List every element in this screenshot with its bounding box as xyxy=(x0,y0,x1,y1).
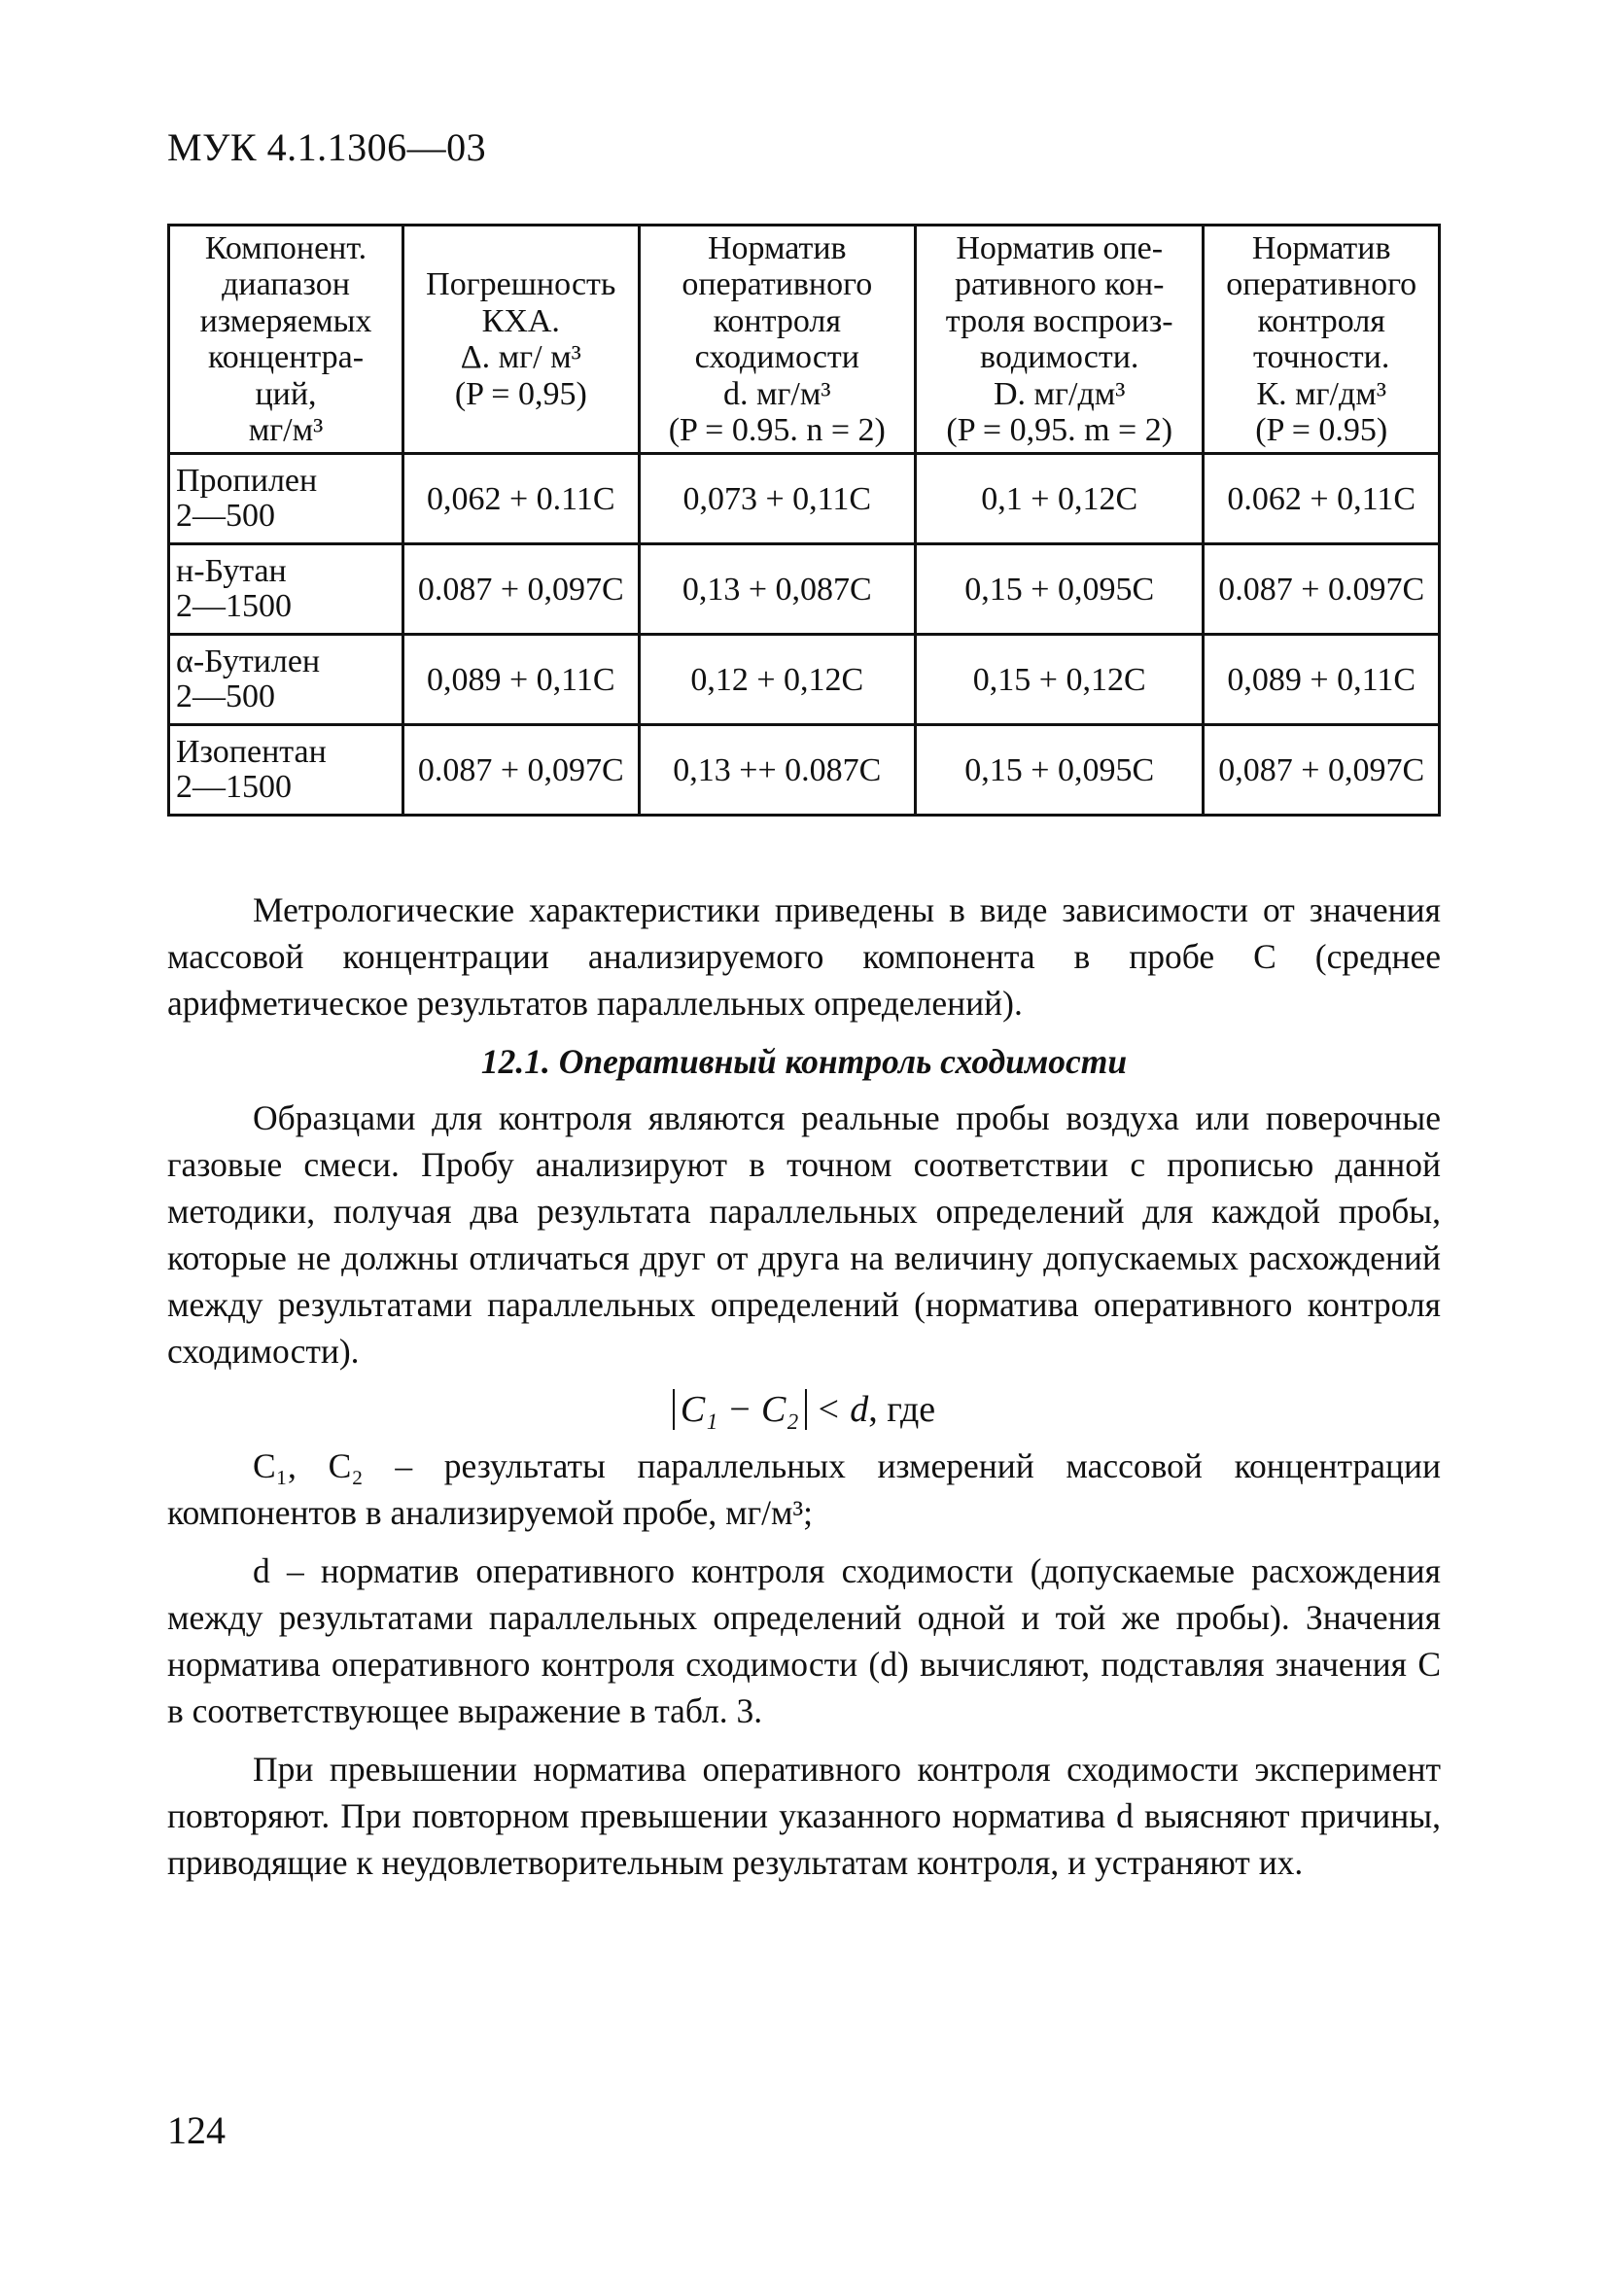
header-convergence: Норматив оперативного контроля сходимости d. мг/м³ (P = 0.95. n = 2) xyxy=(639,226,915,454)
header-accuracy: Норматив оперативного контроля точности. К. мг/дм³ (P = 0.95) xyxy=(1204,226,1440,454)
table-row xyxy=(169,725,1440,816)
cell-D: 0,1 + 0,12С xyxy=(916,454,1204,544)
cell-D: 0,15 + 0,12С xyxy=(916,635,1204,725)
cell-D: 0,15 + 0,095С xyxy=(916,544,1204,635)
cell-component: Изопентан 2—1500 xyxy=(169,725,403,816)
cell-delta: 0.087 + 0,097С xyxy=(403,725,640,816)
norms-table xyxy=(167,224,1441,817)
section-title: 12.1. Оперативный контроль сходимости xyxy=(480,1042,1128,1081)
formula-abs-difference: C₁ − C₂ xyxy=(673,1389,807,1430)
convergence-formula xyxy=(167,1386,1441,1433)
cell-K: 0,089 + 0,11С xyxy=(1204,635,1440,725)
cell-delta: 0,062 + 0.11С xyxy=(403,454,640,544)
cell-delta: 0,089 + 0,11С xyxy=(403,635,640,725)
header-error: Погрешность КХА. Δ. мг/ м³ (P = 0,95) xyxy=(403,226,640,454)
cell-component: α-Бутилен 2—500 xyxy=(169,635,403,725)
table-row xyxy=(169,635,1440,725)
cell-K: 0,087 + 0,097С xyxy=(1204,725,1440,816)
paragraph-control-samples: Образцами для контроля являются реальные пробы воздуха или поверочные газовые смеси. Пробу анализируют в точном соответствии с прописью данной методики, получая два результата параллельных определений для каждой пробы, которые не должны отличаться друг от друга на величину допускаемых расхождений между результатами параллельных определений (норматива оперативного контроля сходимости). xyxy=(167,1098,1441,1371)
table-row xyxy=(169,454,1440,544)
cell-d: 0,13 + 0,087С xyxy=(639,544,915,635)
cell-d: 0,073 + 0,11С xyxy=(639,454,915,544)
table-header-row xyxy=(169,226,1440,454)
cell-D: 0,15 + 0,095С xyxy=(916,725,1204,816)
paragraph-metrology: Метрологические характеристики приведены в виде зависимости от значения массовой концентрации анализируемого компонента в пробе С (среднее арифметическое результатов параллельных определений). xyxy=(167,890,1441,1023)
cell-component: Пропилен 2—500 xyxy=(169,454,403,544)
formula-comparison: < d xyxy=(816,1389,869,1430)
paragraph-exceeding: При превышении норматива оперативного контроля сходимости эксперимент повторяют. При повторном превышении указанного норматива d выясняют причины, приводящие к неудовлетворительным результатам контроля, и устраняют их. xyxy=(167,1750,1441,1882)
body-text xyxy=(167,887,1441,1897)
header-component: Компонент. диапазон измеряемых концентра- ций, мг/м³ xyxy=(169,226,403,454)
definition-c1-c2: C₁, C₂ – результаты параллельных измерений массовой концентрации компонентов в анализируемой пробе, мг/м³; xyxy=(167,1446,1441,1532)
cell-d: 0,13 ++ 0.087С xyxy=(639,725,915,816)
definitions xyxy=(167,1443,1441,1734)
definition-d: d – норматив оперативного контроля сходимости (допускаемые расхождения между результатами параллельных определений одной и той же пробы). Значения норматива оперативного контроля сходимости (d) вычисляют, подставляя значения С в соответствующее выражение в табл. 3. xyxy=(167,1551,1441,1730)
table-row xyxy=(169,544,1440,635)
header-reproducibility: Норматив опе- ративного кон- троля воспроиз- водимости. D. мг/дм³ (P = 0,95. m = 2) xyxy=(916,226,1204,454)
document-code-header: МУК 4.1.1306—03 xyxy=(167,125,487,169)
cell-delta: 0.087 + 0,097С xyxy=(403,544,640,635)
page-number: 124 xyxy=(167,2108,226,2152)
cell-K: 0.087 + 0.097С xyxy=(1204,544,1440,635)
cell-component: н-Бутан 2—1500 xyxy=(169,544,403,635)
cell-d: 0,12 + 0,12С xyxy=(639,635,915,725)
formula-tail: , где xyxy=(868,1389,936,1430)
cell-K: 0.062 + 0,11С xyxy=(1204,454,1440,544)
